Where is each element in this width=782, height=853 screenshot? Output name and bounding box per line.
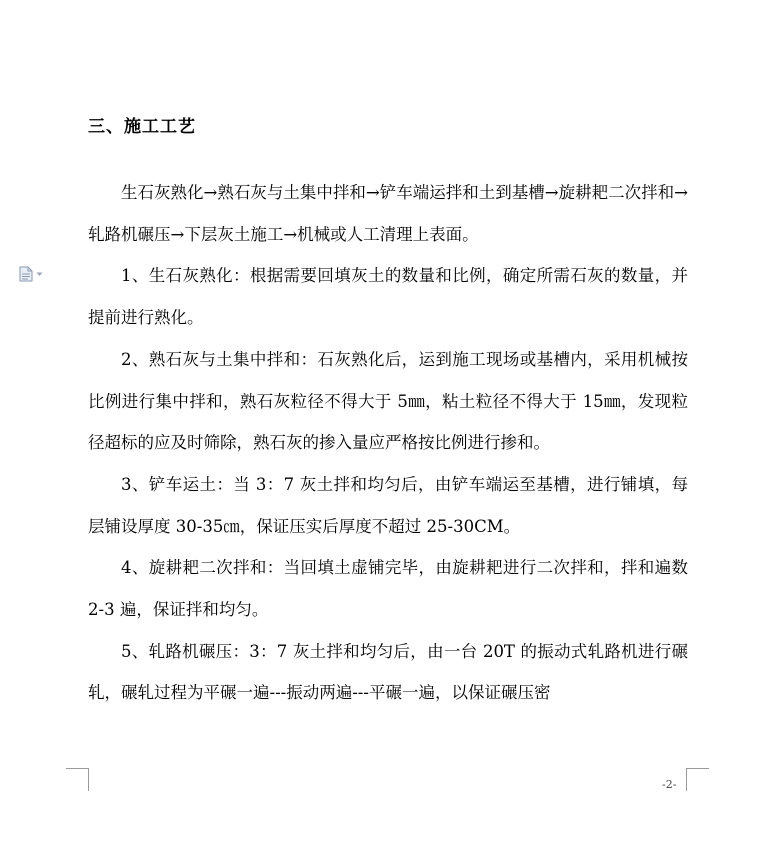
document-icon [19, 266, 33, 282]
paragraph-step-4: 4、旋耕耙二次拌和：当回填土虚铺完毕，由旋耕耙进行二次拌和，拌和遍数 2-3 遍，保证拌和均匀。 [88, 558, 688, 620]
chevron-down-icon [36, 272, 43, 277]
margin-corner-bottom-left [66, 768, 89, 791]
section-heading: 三、施工工艺 [88, 117, 196, 137]
page-number: -2- [662, 778, 677, 791]
paragraph-step-2: 2、熟石灰与土集中拌和：石灰熟化后，运到施工现场或基槽内，采用机械按比例进行集中拌和，熟石灰粒径不得大于 5㎜，粘土粒径不得大于 15㎜，发现粒径超标的应及时筛除，熟石灰的掺入量应严格按比例进行掺和。 [88, 349, 688, 453]
paragraph-menu[interactable] [19, 266, 47, 282]
paragraph-process-flow: 生石灰熟化→熟石灰与土集中拌和→铲车端运拌和土到基槽→旋耕耙二次拌和→轧路机碾压→下层灰土施工→机械或人工清理上表面。 [88, 183, 688, 244]
paragraph-step-1: 1、生石灰熟化：根据需要回填灰土的数量和比例，确定所需石灰的数量，并提前进行熟化。 [88, 266, 688, 328]
paragraph-step-3: 3、铲车运土：当 3：7 灰土拌和均匀后，由铲车端运至基槽，进行铺填，每层铺设厚度 30-35㎝，保证压实后厚度不超过 25-30CM。 [88, 474, 688, 536]
paragraph-step-5: 5、轧路机碾压：3：7 灰土拌和均匀后，由一台 20T 的振动式轧路机进行碾轧，碾轧过程为平碾一遍---振动两遍---平碾一遍，以保证碾压密 [88, 641, 688, 703]
body-text [88, 172, 688, 714]
margin-corner-bottom-right [686, 768, 709, 791]
